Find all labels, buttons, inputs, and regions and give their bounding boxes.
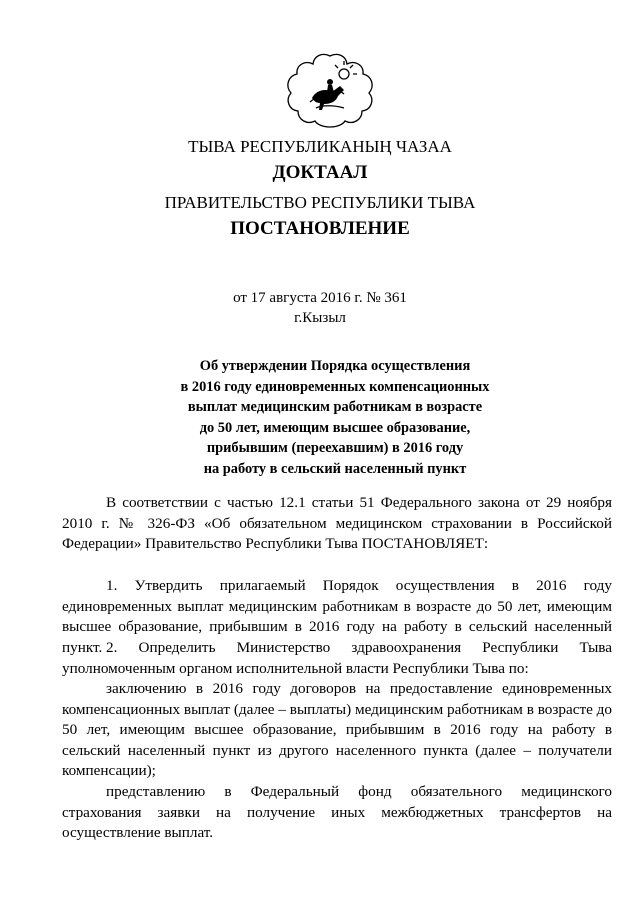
document-date-number: от 17 августа 2016 г. № 361 (233, 290, 407, 306)
russian-government-heading: ПРАВИТЕЛЬСТВО РЕСПУБЛИКИ ТЫВА (164, 193, 476, 212)
coat-of-arms-emblem (282, 50, 378, 130)
title-line: в 2016 году единовременных компенсационных (180, 378, 490, 395)
body-paragraph-subitem-application: представлению в Федеральный фонд обязательного медицинского страхования заявки на получение иных межбюджетных трансфертов на осуществление выплат. (62, 783, 612, 842)
body-paragraph-item-2: 2. Определить Министерство здравоохранения Республики Тыва уполномоченным органом исполнительной власти Республики Тыва по: (62, 639, 612, 677)
title-line: прибывшим (переехавшим) в 2016 году (206, 440, 464, 456)
document-city: г.Кызыл (294, 310, 346, 326)
document-title (150, 356, 520, 479)
body-paragraph-item-1: 1. Утвердить прилагаемый Порядок осуществления в 2016 году единовременных выплат медицинским работникам в возрасте до 50 лет, имеющим высшее образование, прибывшим в 2016 году на работу в сельский населенный пункт. (62, 577, 612, 656)
body-paragraph-preamble: В соответствии с частью 12.1 статьи 51 Федерального закона от 29 ноября 2010 г. № 326-ФЗ «Об обязательном медицинском страховании в Российской Федерации» Правительство Республики Тыва ПОСТАНОВЛЯЕТ: (62, 494, 612, 553)
title-line: выплат медицинским работникам в возрасте (187, 399, 483, 415)
russian-doc-type-heading: ПОСТАНОВЛЕНИЕ (230, 218, 410, 239)
tuvan-doc-type-heading: ДОКТААЛ (272, 162, 368, 183)
title-line: до 50 лет, имеющим высшее образование, (199, 419, 471, 436)
title-line: Об утверждении Порядка осуществления (199, 358, 471, 374)
title-line: на работу в сельский населенный пункт (203, 460, 467, 477)
body-paragraph-subitem-contracts: заключению в 2016 году договоров на предоставление единовременных компенсационных выплат (далее – выплаты) медицинским работникам в возрасте до 50 лет, имеющим высшее образование, прибывшим в 2016 году на работу в сельский населенный пункт из другого населенного пункта (далее – получатели компенсации); (62, 680, 612, 780)
tuvan-government-heading: ТЫВА РЕСПУБЛИКАНЫҢ ЧАЗАА (188, 137, 452, 156)
